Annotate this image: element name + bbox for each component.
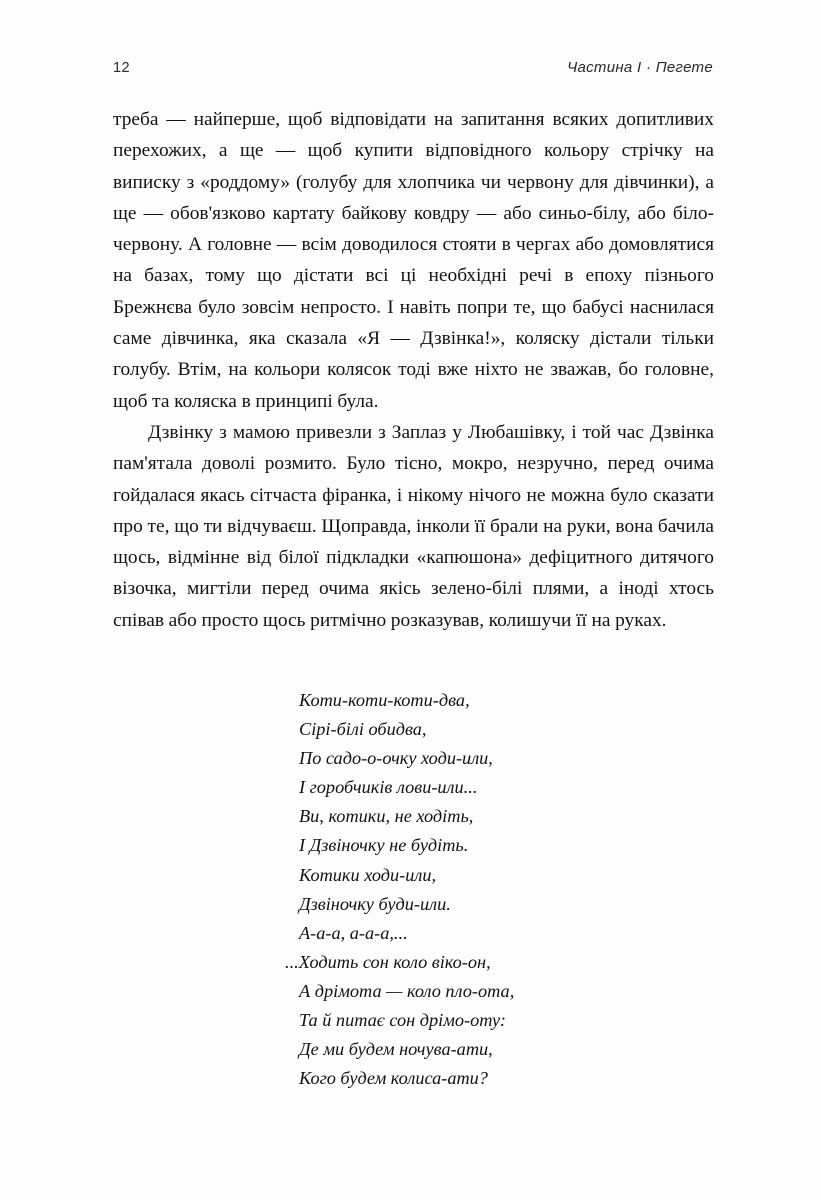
verse-line: А дрімота — коло пло-ота, xyxy=(299,980,515,1001)
verse-block xyxy=(285,686,719,1093)
verse-line: Ви, котики, не ходіть, xyxy=(299,806,474,827)
verse-line: Котики ходи-или, xyxy=(299,864,437,885)
page-number: 12 xyxy=(113,60,130,76)
verse-line: Сірі-білі обидва, xyxy=(299,719,427,740)
verse-line: І Дзвіночку не будіть. xyxy=(299,835,469,856)
verse-line: Та й питає сон дрімо-оту: xyxy=(299,1010,506,1031)
verse-line: По садо-о-очку ходи-или, xyxy=(299,748,493,769)
verse-line: Кого будем колиса-ати? xyxy=(299,1068,488,1089)
paragraph: Дзвінку з мамою привезли з Заплаз у Любашівку, і той час Дзвінка пам'ятала доволі розмито. Було тісно, мокро, незручно, перед очима гойдалася якась сітчаста фіранка, і нікому нічого не можна було сказати про те, що ти відчуваєш. Щоправда, інколи її брали на руки, вона бачила щось, відмінне від білої підкладки «капюшона» дефіцитного дитячого візочка, мигтіли перед очима якісь зелено-білі плями, а іноді хтось співав або просто щось ритмічно розказував, колишучи її на руках. xyxy=(113,421,714,631)
verse-line: Де ми будем ночува-ати, xyxy=(299,1039,493,1060)
verse-line: А-а-а, а-а-а,... xyxy=(299,922,408,943)
body-text xyxy=(113,104,714,636)
paragraph: треба — найперше, щоб відповідати на запитання всяких допитливих перехожих, а ще — щоб купити відповідного кольору стрічку на виписку з «роддому» (голубу для хлопчика чи червону для дівчинки), а ще — обов'язково картату байкову ковдру — або синьо-білу, або біло-червону. А головне — всім доводилося стояти в чергах або домовлятися на базах, тому що дістати всі ці необхідні речі в епоху пізнього Брежнєва було зовсім непросто. І навіть попри те, що бабусі наснилася саме дівчинка, яка сказала «Я — Дзвінка!», коляску дістали тільки голубу. Втім, на кольори колясок тоді вже ніхто не зважав, бо головне, щоб та коляска в принципі була. xyxy=(113,109,714,412)
verse-line: Коти-коти-коти-два, xyxy=(299,690,470,710)
verse-line: ...Ходить сон коло віко-он, xyxy=(285,951,491,972)
running-head-title: Частина I · Пегете xyxy=(567,59,713,76)
verse-line: Дзвіночку буди-или. xyxy=(299,893,451,914)
verse-line: І горобчиків лови-или... xyxy=(299,777,478,798)
running-head xyxy=(113,58,713,84)
